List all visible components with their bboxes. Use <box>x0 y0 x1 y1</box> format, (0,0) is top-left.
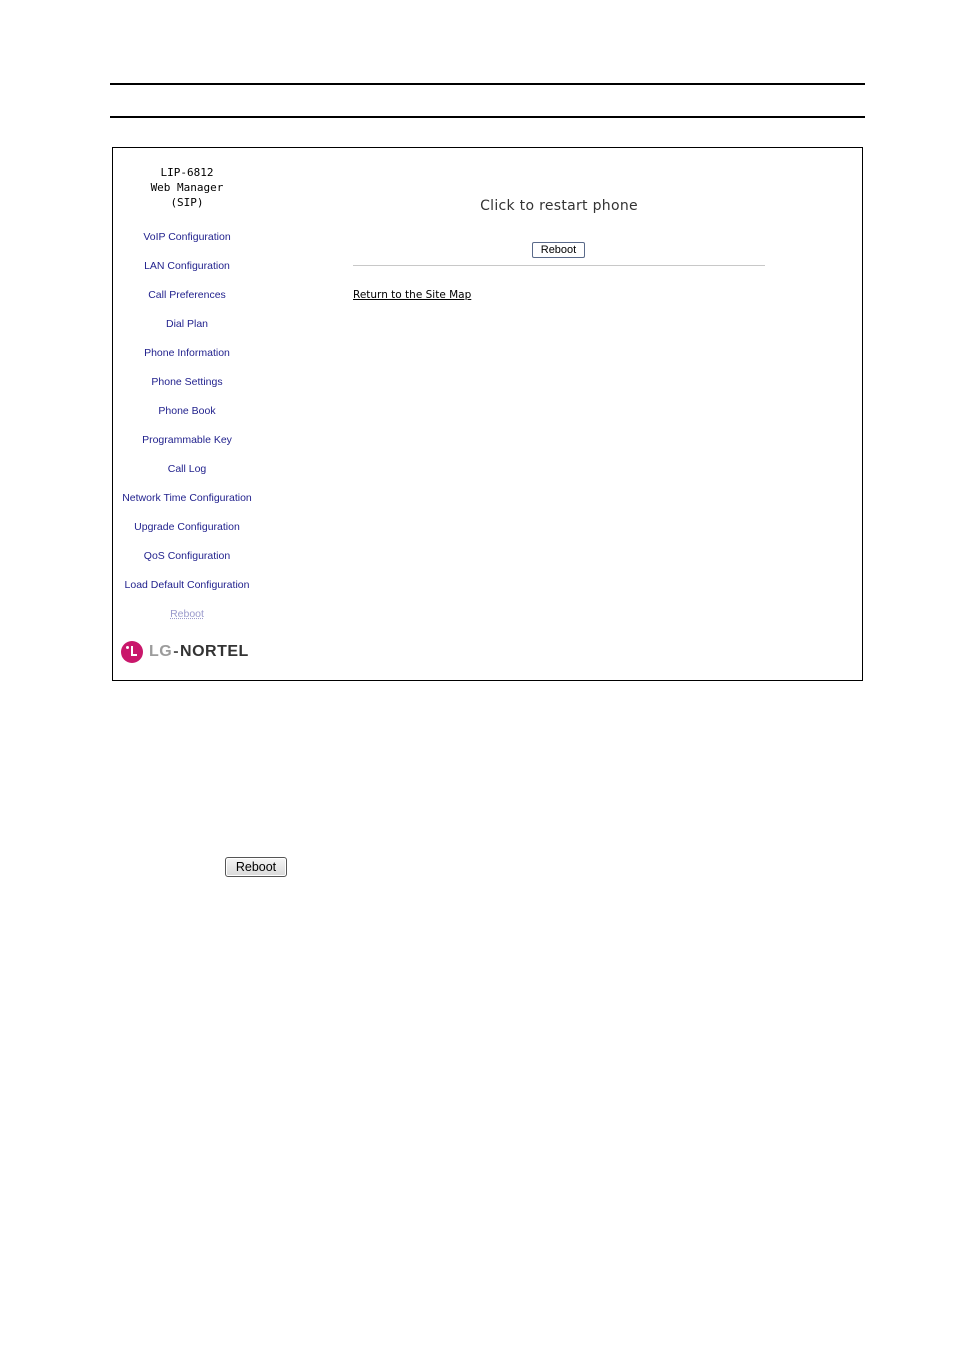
logo-dash-text: - <box>173 643 180 660</box>
sidebar-item-phone-information[interactable]: Phone Information <box>144 347 230 359</box>
logo-lg-text: LG <box>149 643 173 660</box>
web-manager-screenshot <box>112 147 863 681</box>
sidebar-title-model: LIP-6812 <box>160 166 214 179</box>
sidebar-item-phone-settings[interactable]: Phone Settings <box>151 376 223 388</box>
sidebar-title-protocol: (SIP) <box>170 196 204 209</box>
sidebar-item-dial-plan[interactable]: Dial Plan <box>165 318 209 330</box>
sidebar <box>113 148 261 680</box>
reboot-button[interactable]: Reboot <box>532 242 585 258</box>
logo-nortel-text: NORTEL <box>180 643 249 660</box>
sidebar-item-upgrade-configuration[interactable]: Upgrade Configuration <box>134 521 240 533</box>
sidebar-item-call-log[interactable]: Call Log <box>167 463 207 475</box>
page-header-rule <box>110 83 865 85</box>
sidebar-item-programmable-key[interactable]: Programmable Key <box>142 434 232 446</box>
sidebar-item-qos-configuration[interactable]: QoS Configuration <box>143 550 231 562</box>
return-to-site-map-link[interactable]: Return to the Site Map <box>353 289 472 301</box>
sidebar-item-network-time-configuration[interactable]: Network Time Configuration <box>122 492 252 504</box>
sidebar-title <box>113 165 261 210</box>
page-title: Click to restart phone <box>480 198 638 214</box>
reboot-button-illustration[interactable]: Reboot <box>225 857 287 877</box>
lg-nortel-logo <box>121 638 249 666</box>
logo-wordmark <box>149 643 249 661</box>
sidebar-item-lan-configuration[interactable]: LAN Configuration <box>144 260 230 272</box>
sidebar-item-voip-configuration[interactable]: VoIP Configuration <box>143 231 231 243</box>
sidebar-item-phone-book[interactable]: Phone Book <box>158 405 216 417</box>
lg-face-icon <box>121 641 143 663</box>
divider <box>353 265 765 266</box>
sidebar-item-load-default-configuration[interactable]: Load Default Configuration <box>124 579 250 591</box>
sidebar-item-reboot[interactable]: Reboot <box>170 608 204 620</box>
sidebar-title-app: Web Manager <box>150 181 224 194</box>
page-header-rule-bottom <box>110 116 865 118</box>
sidebar-item-call-preferences[interactable]: Call Preferences <box>148 289 226 301</box>
